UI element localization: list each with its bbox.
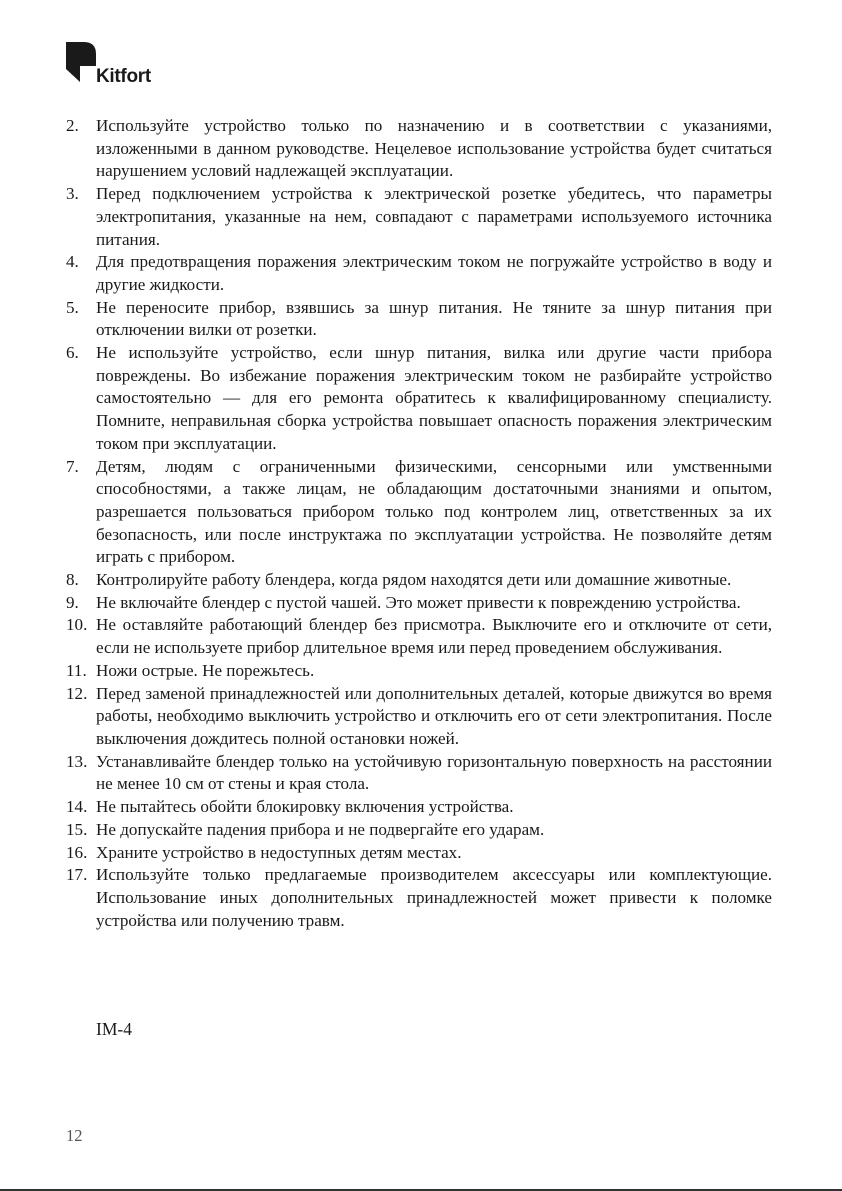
list-item bbox=[66, 342, 772, 456]
item-text: Не включайте блендер с пустой чашей. Это может привести к повреждению устройства. bbox=[96, 592, 741, 612]
list-item bbox=[66, 183, 772, 251]
item-number: 12. bbox=[66, 683, 88, 703]
page-number: 12 bbox=[66, 1126, 83, 1145]
list-item bbox=[66, 796, 772, 819]
item-text: Используйте только предлагаемые производителем аксессуары или комплектующие. Использование иных дополнительных принадлежностей может привести к поломке устройства или получению травм. bbox=[96, 865, 772, 930]
item-text: Ножи острые. Не порежьтесь. bbox=[96, 660, 315, 680]
item-number: 11. bbox=[66, 660, 87, 680]
item-number: 10. bbox=[66, 615, 88, 635]
item-text: Храните устройство в недоступных детям местах. bbox=[96, 842, 462, 862]
item-number: 17. bbox=[66, 865, 88, 885]
item-number: 2. bbox=[66, 116, 79, 135]
list-item bbox=[66, 297, 772, 342]
item-number: 8. bbox=[66, 570, 79, 590]
list-item bbox=[66, 660, 772, 683]
item-text: Не оставляйте работающий блендер без присмотра. Выключите его и отключите от сети, если не используете прибор длительное время или перед проведением обслуживания. bbox=[96, 615, 772, 658]
kitfort-logo-icon bbox=[66, 42, 96, 84]
item-text: Не допускайте падения прибора и не подвергайте его ударам. bbox=[96, 819, 545, 839]
item-number: 6. bbox=[66, 343, 79, 363]
list-item bbox=[66, 819, 772, 842]
list-item bbox=[66, 251, 772, 296]
item-text: Устанавливайте блендер только на устойчивую горизонтальную поверхность на расстоянии не менее 10 см от стены и края стола. bbox=[96, 751, 772, 794]
list-item bbox=[66, 569, 772, 592]
list-item bbox=[66, 592, 772, 615]
list-item bbox=[66, 456, 772, 570]
item-number: 15. bbox=[66, 819, 88, 839]
item-text: Не переносите прибор, взявшись за шнур питания. Не тяните за шнур питания при отключении вилки от розетки. bbox=[96, 297, 772, 340]
item-text: Перед заменой принадлежностей или дополнительных деталей, которые движутся во время работы, необходимо выключить устройство и отключить его от сети электропитания. После выключения дождитесь полной остановки ножей. bbox=[96, 683, 772, 748]
model-code: IM-4 bbox=[96, 1019, 132, 1039]
item-number: 5. bbox=[66, 297, 79, 317]
item-text: Не используйте устройство, если шнур питания, вилка или другие части прибора повреждены. Во избежание поражения электрическим током не разбирайте устройство самостоятельно — для его ремонта обратитесь к квалифицированному специалисту. Помните, неправильная сборка устройства повышает опасность поражения электрическим током при эксплуатации. bbox=[96, 343, 772, 453]
item-text: Детям, людям с ограниченными физическими, сенсорными или умственными способностями, а также лицам, не обладающим достаточными знаниями и опытом, разрешается пользоваться прибором только под контролем лиц, ответственных за их безопасность, или после инструктажа по эксплуатации устройства. Не позволяйте детям играть с прибором. bbox=[96, 456, 772, 567]
item-text: Контролируйте работу блендера, когда рядом находятся дети или домашние животные. bbox=[96, 570, 732, 590]
item-number: 9. bbox=[66, 592, 79, 612]
brand-name: Kitfort bbox=[96, 66, 151, 87]
list-item bbox=[66, 842, 772, 865]
item-text: Перед подключением устройства к электрической розетке убедитесь, что параметры электропитания, указанные на нем, совпадают с параметрами используемого источника питания. bbox=[96, 184, 772, 249]
item-number: 3. bbox=[66, 184, 79, 204]
list-item bbox=[66, 864, 772, 932]
item-number: 4. bbox=[66, 252, 79, 272]
brand-logo bbox=[66, 42, 176, 88]
safety-instructions-list bbox=[66, 115, 772, 932]
item-number: 13. bbox=[66, 751, 88, 771]
list-item bbox=[66, 751, 772, 796]
item-text: Используйте устройство только по назначению и в соответствии с указаниями, изложенными в данном руководстве. Нецелевое использование устройства будет считаться нарушением условий надлежащей эксплуатации. bbox=[96, 116, 772, 181]
item-text: Не пытайтесь обойти блокировку включения устройства. bbox=[96, 797, 514, 817]
item-text: Для предотвращения поражения электрическим током не погружайте устройство в воду и другие жидкости. bbox=[96, 252, 772, 294]
item-number: 16. bbox=[66, 842, 88, 862]
item-number: 7. bbox=[66, 456, 79, 476]
list-item bbox=[66, 115, 772, 183]
list-item bbox=[66, 683, 772, 751]
item-number: 14. bbox=[66, 797, 88, 817]
list-item bbox=[66, 614, 772, 659]
